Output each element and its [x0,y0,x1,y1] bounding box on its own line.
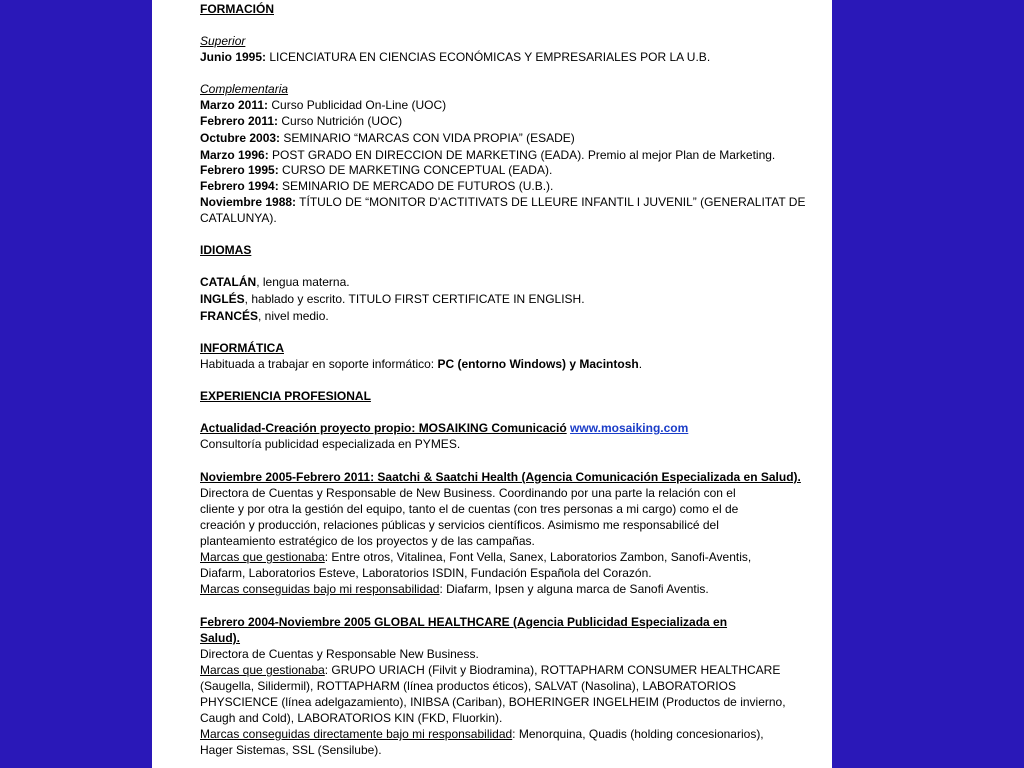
entry-date: Junio 1995: [200,50,267,64]
informatica-systems: PC (entorno Windows) y Macintosh [437,357,639,371]
job-title-line [200,421,688,435]
entry-date: Noviembre 1988: [200,195,297,209]
entry-text: POST GRADO EN DIRECCION DE MARKETING (EADA). Premio al mejor Plan de Marketing. [268,148,776,162]
brands-continuation: (Saugella, Silidermil), ROTTAPHARM (línea productos éticos), SALVAT (Nasolina), LABORATORIOS [200,679,736,693]
language-name: CATALÁN [200,275,257,289]
document-page [152,0,832,768]
language-level: , nivel medio. [258,309,329,323]
entry-text: Curso Nutrición (UOC) [278,114,403,128]
job-description: Directora de Cuentas y Responsable New Business. [200,647,479,661]
job-description: Directora de Cuentas y Responsable de New Business. Coordinando por una parte la relación con el [200,486,736,500]
informatica-text [200,357,642,371]
entry-text: SEMINARIO “MARCAS CON VIDA PROPIA” (ESADE) [280,131,575,145]
language-entry [200,275,350,289]
job-title: Febrero 2004-Noviembre 2005 GLOBAL HEALTHCARE (Agencia Publicidad Especializada en [200,615,728,629]
complementaria-entry [200,163,552,177]
section-heading-idiomas: IDIOMAS [200,243,252,257]
superior-entry [200,50,710,64]
complementaria-entry [200,114,402,128]
entry-date: Febrero 1995: [200,163,279,177]
entry-date: Marzo 1996: [200,148,269,162]
language-level: , hablado y escrito. TITULO FIRST CERTIFICATE IN ENGLISH. [244,292,585,306]
subheading-complementaria: Complementaria [200,82,289,96]
informatica-end: . [638,357,643,371]
section-heading-experiencia: EXPERIENCIA PROFESIONAL [200,389,371,403]
complementaria-entry [200,195,805,209]
entry-date: Marzo 2011: [200,98,269,112]
brands-text: : Entre otros, Vitalinea, Font Vella, Sanex, Laboratorios Zambon, Sanofi-Aventis, [324,550,752,564]
job-description: cliente y por otra la gestión del equipo, tanto el de cuentas (con tres personas a mi cargo) como el de [200,502,739,516]
entry-date: Febrero 2011: [200,114,279,128]
job-description: Consultoría publicidad especializada en PYMES. [200,437,461,451]
entry-text: LICENCIATURA EN CIENCIAS ECONÓMICAS Y EMPRESARIALES POR LA U.B. [266,50,711,64]
entry-text: TÍTULO DE “MONITOR D’ACTITIVATS DE LLEURE INFANTIL I JUVENIL” (GENERALITAT DE [296,195,806,209]
job-title-continuation: Salud). [200,631,241,645]
language-entry [200,292,585,306]
job-description: planteamiento estratégico de los proyectos y de las campañas. [200,534,535,548]
entry-text: Curso Publicidad On-Line (UOC) [268,98,447,112]
language-level: , lengua materna. [256,275,350,289]
section-heading-informatica: INFORMÁTICA [200,341,284,355]
complementaria-entry [200,179,553,193]
website-link[interactable]: www.mosaiking.com [570,421,689,435]
entry-text: SEMINARIO DE MERCADO DE FUTUROS (U.B.). [278,179,554,193]
entry-date: Octubre 2003: [200,131,281,145]
brands-won-label: Marcas conseguidas bajo mi responsabilidad [200,582,440,596]
brands-won-text: : Menorquina, Quadis (holding concesionarios), [512,727,764,741]
brands-continuation: Diafarm, Laboratorios Esteve, Laboratorios ISDIN, Fundación Española del Corazón. [200,566,652,580]
entry-text: CURSO DE MARKETING CONCEPTUAL (EADA). [278,163,553,177]
language-name: FRANCÉS [200,309,259,323]
subheading-superior: Superior [200,34,246,48]
complementaria-entry [200,148,775,162]
language-entry [200,309,329,323]
brands-label: Marcas que gestionaba [200,663,325,677]
complementaria-entry [200,131,575,145]
brands-label: Marcas que gestionaba [200,550,325,564]
job-title: Noviembre 2005-Febrero 2011: Saatchi & Saatchi Health (Agencia Comunicación Especializada en Salud). [200,470,801,484]
job-description: creación y producción, relaciones públicas y servicios científicos. Asimismo me responsabilicé del [200,518,719,532]
brands-continuation: PHYSCIENCE (línea adelgazamiento), INIBSA (Cariban), BOHERINGER INGELHEIM (Productos de invierno, [200,695,786,709]
entry-date: Febrero 1994: [200,179,279,193]
brands-line [200,550,751,564]
brands-won-continuation: Hager Sistemas, SSL (Sensilube). [200,743,382,757]
brands-text: : GRUPO URIACH (Filvit y Biodramina), ROTTAPHARM CONSUMER HEALTHCARE [324,663,781,677]
job-title: Actualidad-Creación proyecto propio: MOSAIKING Comunicació [200,421,567,435]
brands-won-line [200,582,709,596]
brands-line [200,663,780,677]
brands-won-label: Marcas conseguidas directamente bajo mi responsabilidad [200,727,513,741]
brands-won-line [200,727,764,741]
entry-continuation: CATALUNYA). [200,211,277,225]
section-heading-formacion: FORMACIÓN [200,2,274,16]
language-name: INGLÉS [200,292,245,306]
brands-won-text: : Diafarm, Ipsen y alguna marca de Sanofi Aventis. [439,582,709,596]
informatica-desc: Habituada a trabajar en soporte informático: [200,357,438,371]
brands-continuation: Caugh and Cold), LABORATORIOS KIN (FKD, Fluorkin). [200,711,503,725]
complementaria-entry [200,98,446,112]
